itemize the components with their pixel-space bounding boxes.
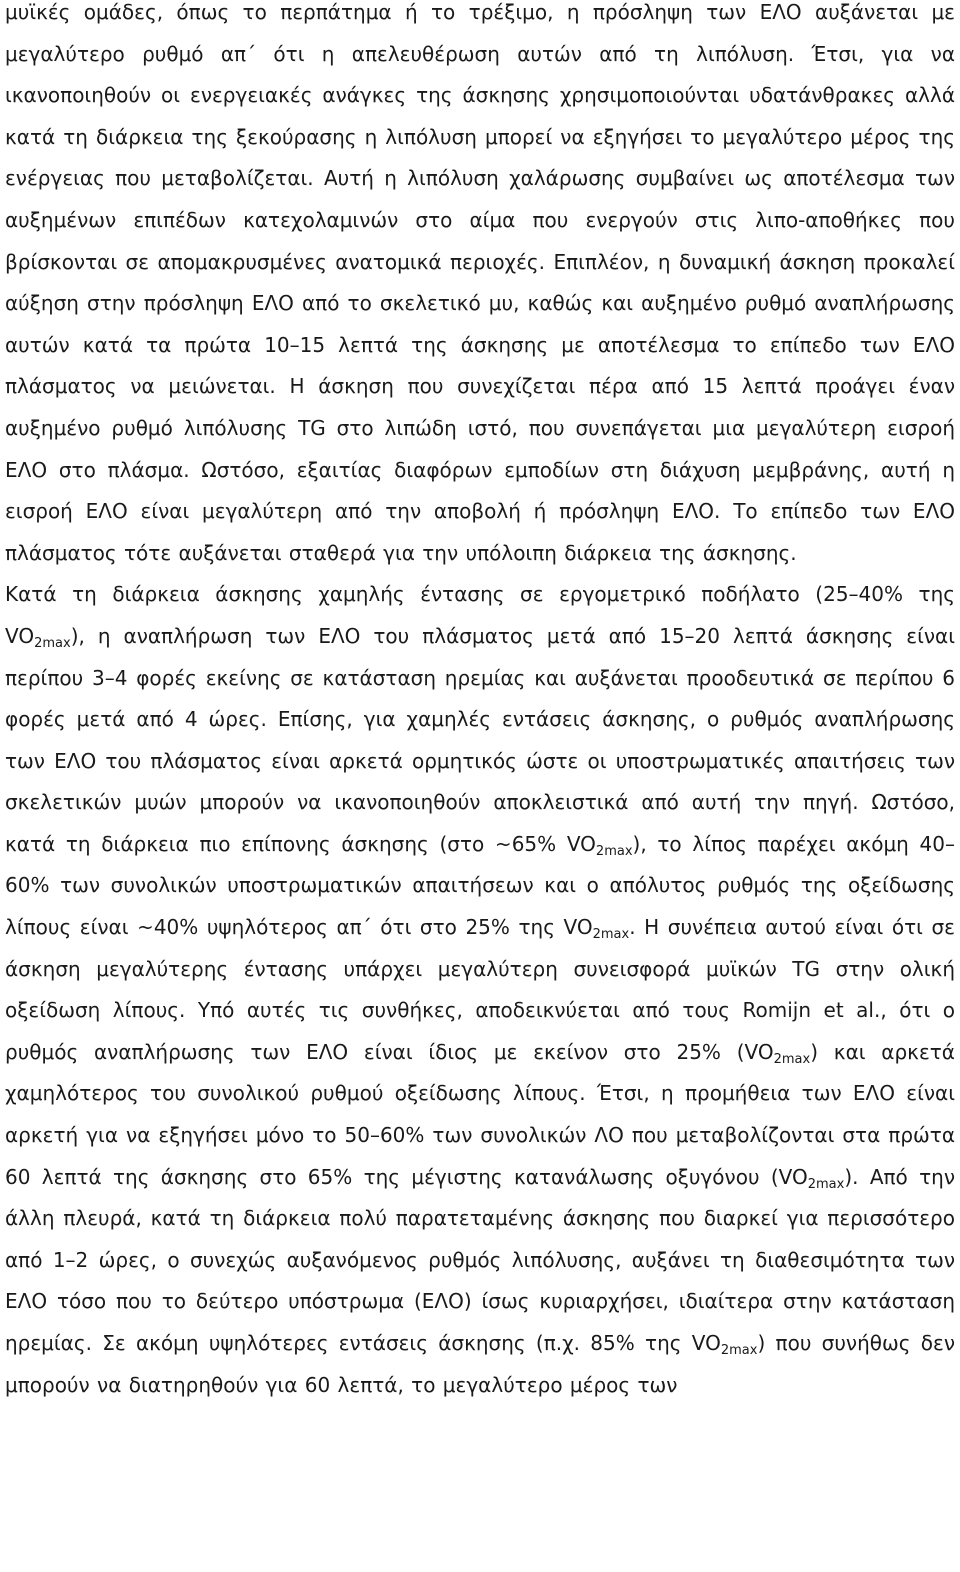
text-run: ), το λίπος παρέχει ακόμη 40–60% των συνολικών υποστρωματικών απαιτήσεων και ο απόλυτος ρυθμός της οξείδωσης λίπους είναι ~40% υψηλότερος απ΄ ότι στο 25% της VO: [5, 831, 955, 940]
subscript-2max: 2max: [720, 1343, 758, 1358]
subscript-2max: 2max: [595, 843, 633, 859]
subscript-2max: 2max: [34, 635, 71, 651]
subscript-2max: 2max: [807, 1176, 845, 1192]
text-run: . Η συνέπεια αυτού είναι ότι σε άσκηση μεγαλύτερης έντασης υπάρχει μεγαλύτερη συνεισφορά μυϊκών TG στην ολική οξείδωση λίπους. Υπό αυτές τις συνθήκες, αποδεικνύεται από τους Romijn et al., ότι ο ρυθμός αναπλήρωσης των ΕΛΟ είναι ίδιος με εκείνον στο 25% (VO: [5, 915, 955, 1064]
document-page: [5, 0, 955, 1406]
subscript-2max: 2max: [592, 927, 630, 943]
text-run: ). Από την άλλη πλευρά, κατά τη διάρκεια πολύ παρατεταμένης άσκησης που διαρκεί για περισσότερο από 1–2 ώρες, ο συνεχώς αυξανόμενος ρυθμός λιπόλυσης, αυξάνει τη διαθεσιμότητα των ΕΛΟ τόσο που το δεύτερο υπόστρωμα (ΕΛΟ) ίσως κυριαρχήσει, ιδιαίτερα στην κατάσταση ηρεμίας. Σε ακόμη υψηλότερες εντάσεις άσκησης (π.χ. 85% της VO: [5, 1164, 956, 1355]
paragraph-lipolysis-exercise: μυϊκές ομάδες, όπως το περπάτημα ή το τρέξιμο, η πρόσληψη των ΕΛΟ αυξάνεται με μεγαλύτερο ρυθμό απ΄ ότι η απελευθέρωση αυτών από τη λιπόλυση. Έτσι, για να ικανοποιηθούν οι ενεργειακές ανάγκες της άσκησης χρησιμοποιούνται υδατάνθρακες αλλά κατά τη διάρκεια της ξεκούρασης η λιπόλυση μπορεί να εξηγήσει το μεγαλύτερο μέρος της ενέργειας που μεταβολίζεται. Αυτή η λιπόλυση χαλάρωσης συμβαίνει ως αποτέλεσμα των αυξημένων επιπέδων κατεχολαμινών στο αίμα που ενεργούν στις λιπο-αποθήκες που βρίσκονται σε απομακρυσμένες ανατομικά περιοχές. Επιπλέον, η δυναμική άσκηση προκαλεί αύξηση στην πρόσληψη ΕΛΟ από το σκελετικό μυ, καθώς και αυξημένο ρυθμό αναπλήρωσης αυτών κατά τα πρώτα 10–15 λεπτά της άσκησης με αποτέλεσμα το επίπεδο των ΕΛΟ πλάσματος να μειώνεται. Η άσκηση που συνεχίζεται πέρα από 15 λεπτά προάγει έναν αυξημένο ρυθμό λιπόλυσης TG στο λιπώδη ιστό, που συνεπάγεται μια μεγαλύτερη εισροή ΕΛΟ στο πλάσμα. Ωστόσο, εξαιτίας διαφόρων εμποδίων στη διάχυση μεμβράνης, αυτή η εισροή ΕΛΟ είναι μεγαλύτερη από την αποβολή ή πρόσληψη ΕΛΟ. Το επίπεδο των ΕΛΟ πλάσματος τότε αυξάνεται σταθερά για την υπόλοιπη διάρκεια της άσκησης.: [5, 0, 955, 565]
paragraph-low-intensity-exercise: [5, 574, 955, 1406]
text-run: Κατά τη διάρκεια άσκησης χαμηλής έντασης σε εργομετρικό ποδήλατο (25–40% της VO: [5, 582, 955, 648]
subscript-2max: 2max: [773, 1051, 811, 1067]
text-run: ) και αρκετά χαμηλότερος του συνολικού ρυθμού οξείδωσης λίπους. Έτσι, η προμήθεια των ΕΛΟ είναι αρκετή για να εξηγήσει μόνο το 50–60% των συνολικών ΛΟ που μεταβολίζονται στα πρώτα 60 λεπτά της άσκησης στο 65% της μέγιστης κατανάλωσης οξυγόνου (VO: [5, 1039, 955, 1189]
text-run: ), η αναπλήρωση των ΕΛΟ του πλάσματος μετά από 15–20 λεπτά άσκησης είναι περίπου 3–4 φορές εκείνης σε κατάσταση ηρεμίας και αυξάνεται προοδευτικά σε περίπου 6 φορές μετά από 4 ώρες. Επίσης, για χαμηλές εντάσεις άσκησης, ο ρυθμός αναπλήρωσης των ΕΛΟ του πλάσματος είναι αρκετά ορμητικός ώστε οι υποστρωματικές απαιτήσεις των σκελετικών μυών μπορούν να ικανοποιηθούν αποκλειστικά από αυτή την πηγή. Ωστόσο, κατά τη διάρκεια πιο επίπονης άσκησης (στο ~65% VO: [5, 623, 955, 856]
text-run: ) που συνήθως δεν μπορούν να διατηρηθούν για 60 λεπτά, το μεγαλύτερο μέρος των: [5, 1331, 956, 1397]
